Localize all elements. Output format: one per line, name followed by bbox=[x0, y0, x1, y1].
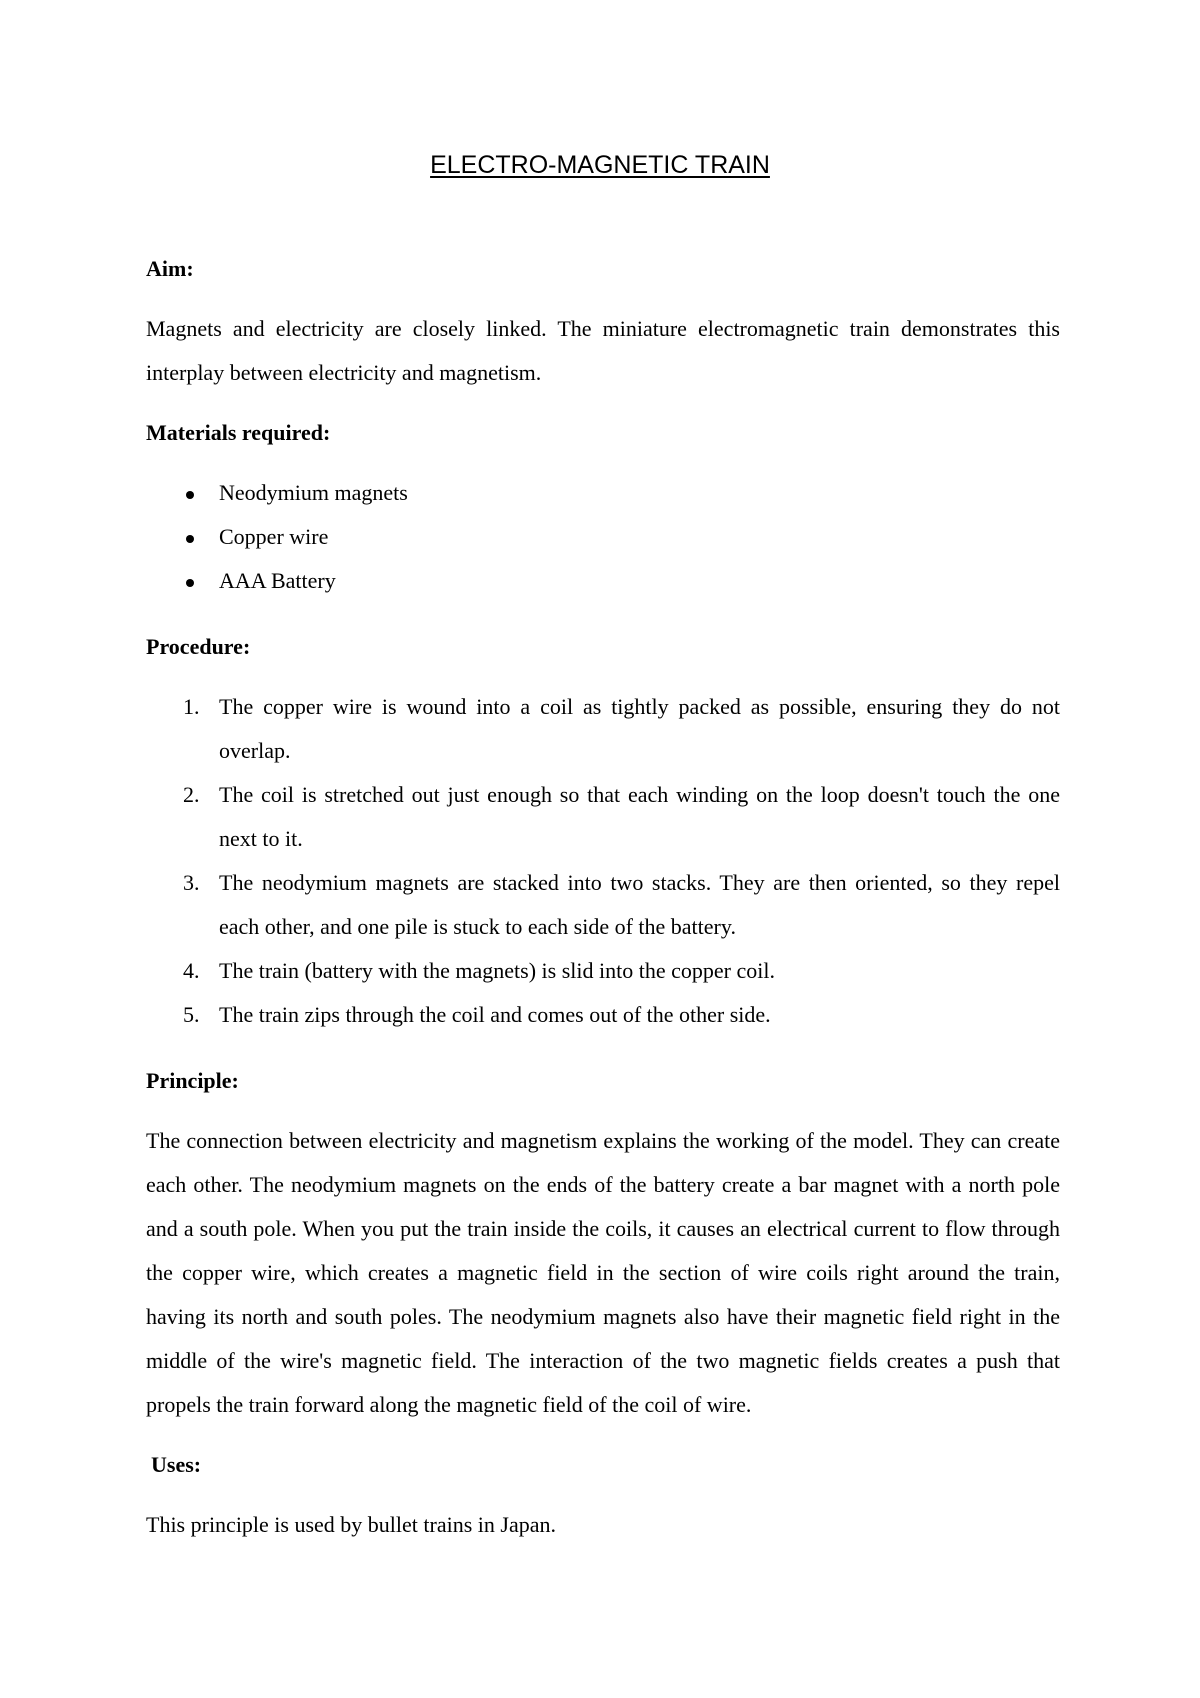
step-number: 3. bbox=[183, 870, 200, 895]
step-number: 5. bbox=[183, 1002, 200, 1027]
document-body bbox=[146, 247, 1060, 1547]
list-item bbox=[146, 861, 1060, 949]
step-text: The coil is stretched out just enough so that each winding on the loop doesn't touch the one next to it. bbox=[219, 782, 1060, 851]
aim-text: Magnets and electricity are closely linked. The miniature electromagnetic train demonstrates this interplay between electricity and magnetism. bbox=[146, 316, 1060, 385]
materials-list bbox=[146, 471, 1060, 603]
material-label: Copper wire bbox=[219, 524, 329, 549]
principle-text: The connection between electricity and magnetism explains the working of the model. They can create each other. The neodymium magnets on the ends of the battery create a bar magnet with a north pole and a south pole. When you put the train inside the coils, it causes an electrical current to flow through the copper wire, which creates a magnetic field in the section of wire coils right around the train, having its north and south poles. The neodymium magnets also have their magnetic field right in the middle of the wire's magnetic field. The interaction of the two magnetic fields creates a push that propels the train forward along the magnetic field of the coil of wire. bbox=[146, 1128, 1060, 1417]
list-item bbox=[146, 685, 1060, 773]
principle-heading: Principle: bbox=[146, 1068, 239, 1093]
step-number: 2. bbox=[183, 782, 200, 807]
bullet-icon bbox=[186, 535, 194, 543]
step-text: The copper wire is wound into a coil as tightly packed as possible, ensuring they do not overlap. bbox=[219, 694, 1060, 763]
list-item bbox=[146, 515, 1060, 559]
uses-text: This principle is used by bullet trains in Japan. bbox=[146, 1512, 556, 1537]
list-item bbox=[146, 949, 1060, 993]
list-item bbox=[146, 559, 1060, 603]
uses-heading: Uses: bbox=[151, 1452, 202, 1477]
document-title: ELECTRO-MAGNETIC TRAIN bbox=[430, 151, 770, 179]
procedure-list bbox=[146, 685, 1060, 1037]
list-item bbox=[146, 993, 1060, 1037]
step-number: 1. bbox=[183, 694, 200, 719]
material-label: AAA Battery bbox=[219, 568, 336, 593]
materials-heading: Materials required: bbox=[146, 420, 331, 445]
procedure-heading: Procedure: bbox=[146, 634, 251, 659]
material-label: Neodymium magnets bbox=[219, 480, 408, 505]
aim-heading: Aim: bbox=[146, 256, 194, 281]
bullet-icon bbox=[186, 579, 194, 587]
step-text: The train zips through the coil and comes out of the other side. bbox=[219, 1002, 771, 1027]
list-item bbox=[146, 471, 1060, 515]
step-text: The train (battery with the magnets) is slid into the copper coil. bbox=[219, 958, 775, 983]
step-text: The neodymium magnets are stacked into two stacks. They are then oriented, so they repel each other, and one pile is stuck to each side of the battery. bbox=[219, 870, 1060, 939]
bullet-icon bbox=[186, 491, 194, 499]
list-item bbox=[146, 773, 1060, 861]
step-number: 4. bbox=[183, 958, 200, 983]
